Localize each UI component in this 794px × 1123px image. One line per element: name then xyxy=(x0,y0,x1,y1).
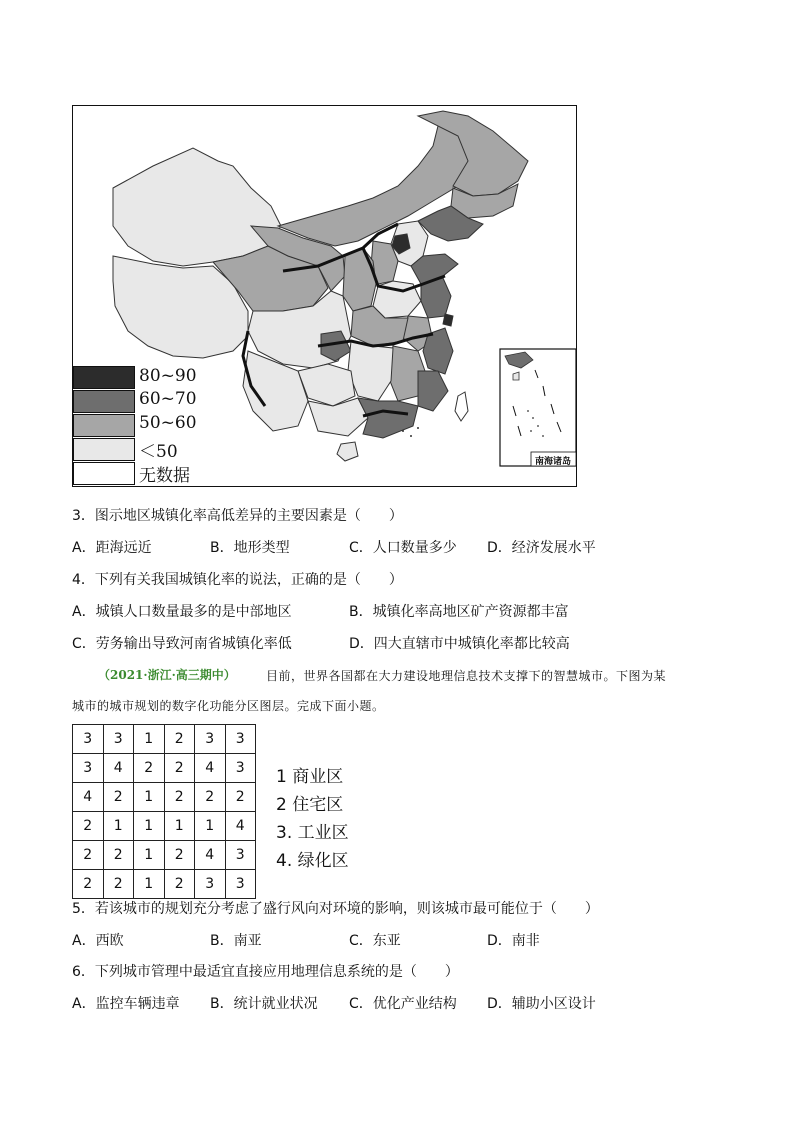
q5-option-c[interactable]: C．东亚 xyxy=(349,933,401,949)
grid-cell: 2 xyxy=(73,870,104,899)
grid-row xyxy=(73,725,256,754)
region-taiwan xyxy=(455,392,468,421)
region-shaanxi xyxy=(343,248,376,311)
legend-label: 无数据 xyxy=(139,466,190,486)
q4-option-b[interactable]: B．城镇化率高地区矿产资源都丰富 xyxy=(349,604,569,620)
grid-cell: 4 xyxy=(195,754,226,783)
source-tag: （2021·浙江·高三期中） xyxy=(98,668,236,682)
grid-cell: 2 xyxy=(225,783,256,812)
grid-cell: 3 xyxy=(73,754,104,783)
grid-cell: 1 xyxy=(164,812,195,841)
legend-label: 50~60 xyxy=(139,413,197,433)
grid-cell: 3 xyxy=(195,725,226,754)
q6-option-a[interactable]: A．监控车辆违章 xyxy=(72,996,180,1012)
grid-cell: 2 xyxy=(164,783,195,812)
grid-cell: 3 xyxy=(103,725,134,754)
question-3-stem: 3．图示地区城镇化率高低差异的主要因素是（ ） xyxy=(72,508,403,524)
q3-option-d[interactable]: D．经济发展水平 xyxy=(487,540,596,556)
legend-swatch-60-70 xyxy=(73,390,135,413)
grid-cell: 3 xyxy=(73,725,104,754)
legend-swatch-no-data xyxy=(73,462,135,485)
zoning-grid xyxy=(72,724,256,899)
grid-row xyxy=(73,841,256,870)
legend-label: ＜50 xyxy=(139,442,178,462)
grid-cell: 2 xyxy=(164,841,195,870)
grid-cell: 2 xyxy=(103,870,134,899)
legend-swatch-50-60 xyxy=(73,414,135,437)
q4-option-d[interactable]: D．四大直辖市中城镇化率都比较高 xyxy=(349,636,570,652)
region-shanghai xyxy=(443,314,453,326)
region-hainan xyxy=(337,442,358,461)
grid-row xyxy=(73,812,256,841)
question-5-stem: 5．若该城市的规划充分考虑了盛行风向对环境的影响，则该城市最可能位于（ ） xyxy=(72,901,599,917)
grid-cell: 2 xyxy=(164,870,195,899)
grid-cell: 1 xyxy=(195,812,226,841)
intro-line-1: 目前，世界各国都在大力建设地理信息技术支撑下的智慧城市。下图为某 xyxy=(266,669,667,683)
grid-cell: 3 xyxy=(225,754,256,783)
q5-option-d[interactable]: D．南非 xyxy=(487,933,540,949)
q3-option-b[interactable]: B．地形类型 xyxy=(210,540,290,556)
grid-row xyxy=(73,754,256,783)
grid-cell: 4 xyxy=(225,812,256,841)
region-fujian xyxy=(418,371,448,411)
q3-option-c[interactable]: C．人口数量多少 xyxy=(349,540,457,556)
map-legend xyxy=(73,366,273,487)
urbanization-map xyxy=(72,105,577,487)
question-4-stem: 4．下列有关我国城镇化率的说法，正确的是（ ） xyxy=(72,572,403,588)
legend-swatch-80-90 xyxy=(73,366,135,389)
grid-cell: 2 xyxy=(164,725,195,754)
q4-option-c[interactable]: C．劳务输出导致河南省城镇化率低 xyxy=(72,636,292,652)
zone-legend-commercial: 1 商业区 xyxy=(276,767,344,787)
grid-cell: 2 xyxy=(164,754,195,783)
grid-cell: 2 xyxy=(134,754,165,783)
q6-option-d[interactable]: D．辅助小区设计 xyxy=(487,996,596,1012)
q3-option-a[interactable]: A．距海远近 xyxy=(72,540,152,556)
legend-label: 80~90 xyxy=(139,366,197,386)
grid-cell: 2 xyxy=(195,783,226,812)
region-xinjiang xyxy=(113,148,281,266)
grid-cell: 2 xyxy=(103,841,134,870)
legend-label: 60~70 xyxy=(139,389,197,409)
q5-option-b[interactable]: B．南亚 xyxy=(210,933,262,949)
grid-cell: 2 xyxy=(73,812,104,841)
grid-cell: 4 xyxy=(73,783,104,812)
grid-cell: 1 xyxy=(134,870,165,899)
legend-swatch-lt50 xyxy=(73,438,135,461)
grid-cell: 3 xyxy=(225,870,256,899)
grid-cell: 4 xyxy=(195,841,226,870)
grid-cell: 3 xyxy=(225,841,256,870)
grid-cell: 1 xyxy=(134,783,165,812)
grid-row xyxy=(73,870,256,899)
q4-option-a[interactable]: A．城镇人口数量最多的是中部地区 xyxy=(72,604,292,620)
grid-cell: 1 xyxy=(134,841,165,870)
grid-cell: 1 xyxy=(134,812,165,841)
grid-cell: 2 xyxy=(103,783,134,812)
q6-option-c[interactable]: C．优化产业结构 xyxy=(349,996,457,1012)
grid-cell: 4 xyxy=(103,754,134,783)
q5-option-a[interactable]: A．西欧 xyxy=(72,933,124,949)
zone-legend-industrial: 3. 工业区 xyxy=(276,823,349,843)
zone-legend-residential: 2 住宅区 xyxy=(276,795,344,815)
inset-label: 南海诸岛 xyxy=(535,457,572,467)
grid-cell: 1 xyxy=(103,812,134,841)
intro-line-2: 城市的城市规划的数字化功能分区图层。完成下面小题。 xyxy=(72,699,385,713)
grid-row xyxy=(73,783,256,812)
grid-cell: 3 xyxy=(225,725,256,754)
question-6-stem: 6．下列城市管理中最适宜直接应用地理信息系统的是（ ） xyxy=(72,964,459,980)
zone-legend-green: 4. 绿化区 xyxy=(276,851,349,871)
grid-cell: 3 xyxy=(195,870,226,899)
grid-cell: 1 xyxy=(134,725,165,754)
q6-option-b[interactable]: B．统计就业状况 xyxy=(210,996,318,1012)
south-china-sea-inset xyxy=(500,349,576,466)
grid-cell: 2 xyxy=(73,841,104,870)
